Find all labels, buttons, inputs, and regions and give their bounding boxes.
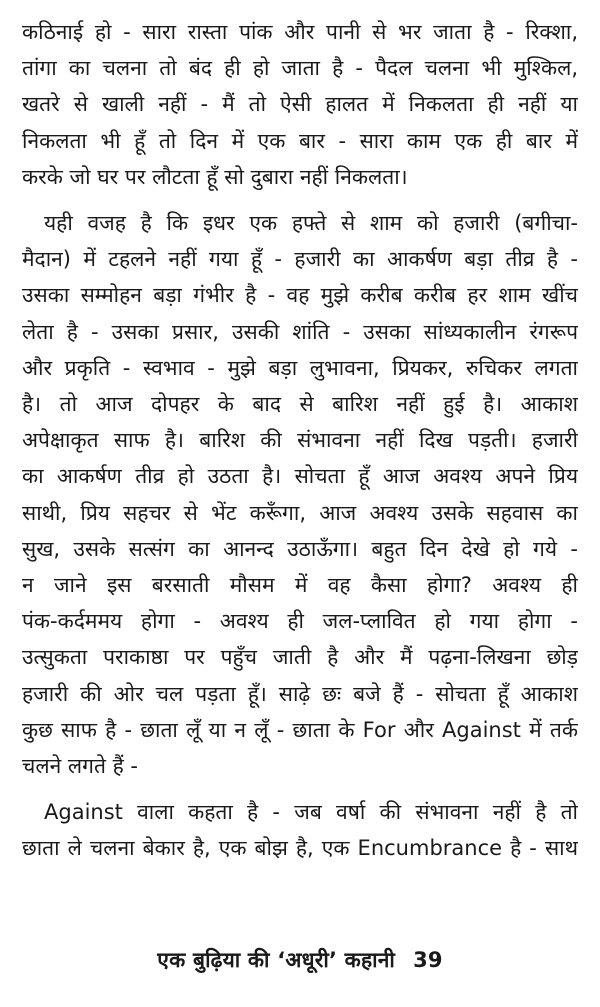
text-line: तांगा का चलना तो बंद ही हो जाता है - पैदल चलना भी मुश्किल, [22,56,578,81]
page-footer [0,946,600,974]
text-line: और प्रकृति - स्वभाव - मुझे बड़ा लुभावना, प्रियकर, रुचिकर लगता [22,355,578,380]
text-line: कठिनाई हो - सारा रास्ता पांक और पानी से भर जाता है - रिक्शा, [22,20,578,44]
text-line: है। तो आज दोपहर के बाद से बारिश नहीं हुई है। आकाश [22,392,578,417]
text-line: हजारी की ओर चल पड़ता हूँ। साढ़े छः बजे हैं - सोचता हूँ आकाश [22,681,578,706]
text-line: अपेक्षाकृत साफ है। बारिश की संभावना नहीं दिख पड़ती। हजारी [22,428,578,453]
text-line: का आकर्षण तीव्र हो उठता है। सोचता हूँ आज अवश्य अपने प्रिय [22,464,578,489]
text-line: न जाने इस बरसाती मौसम में वह कैसा होगा? अवश्य ही [22,573,578,598]
text-line: यही वजह है कि इधर एक हफ्ते से शाम को हजारी (बगीचा- [44,211,578,236]
text-line: निकलता भी हूँ तो दिन में एक बार - सारा काम एक ही बार में [22,128,578,153]
text-line: Against वाला कहता है - जब वर्षा की संभावना नहीं है तो [44,800,578,825]
running-title: एक बुढ़िया की ‘अधूरी’ कहानी [157,948,396,972]
paragraph-3 [22,794,578,866]
text-line: पंक-कर्दममय होगा - अवश्य ही जल-प्लावित हो गया होगा - [22,609,578,634]
text-line: चलने लगते हैं - [22,754,139,779]
text-line: उत्सुकता पराकाष्ठा पर पहुँच जाती है और मैं पढ़ना-लिखना छोड़ [22,645,578,670]
text-line: लेता है - उसका प्रसार, उसकी शांति - उसका सांध्यकालीन रंगरूप [22,319,578,344]
paragraph-1 [22,14,578,195]
text-line: खतरे से खाली नहीं - मैं तो ऐसी हालत में निकलता ही नहीं या [22,92,578,117]
text-line: सुख, उसके सत्संग का आनन्द उठाऊँगा। बहुत दिन देखे हो गये - [22,536,578,561]
text-line: उसका सम्मोहन बड़ा गंभीर है - वह मुझे करीब करीब हर शाम खींच [22,283,578,308]
text-line: छाता ले चलना बेकार है, एक बोझ है, एक Encumbrance है - साथ [22,836,578,861]
text-line: मैदान) में टहलने नहीं गया हूँ - हजारी का आकर्षण बड़ा तीव्र है - [22,247,578,272]
text-line: करके जो घर पर लौटता हूँ सो दुबारा नहीं निकलता। [22,164,408,189]
paragraph-gap [22,195,578,205]
text-line: कुछ साफ है - छाता लूँ या न लूँ - छाता के For और Against में तर्क [22,717,578,742]
page-number: 39 [413,948,443,972]
paragraph-2 [22,205,578,784]
text-line: साथी, प्रिय सहचर से भेंट करूँगा, आज अवश्य उसके सहवास का [22,500,578,525]
paragraph-gap [22,784,578,794]
